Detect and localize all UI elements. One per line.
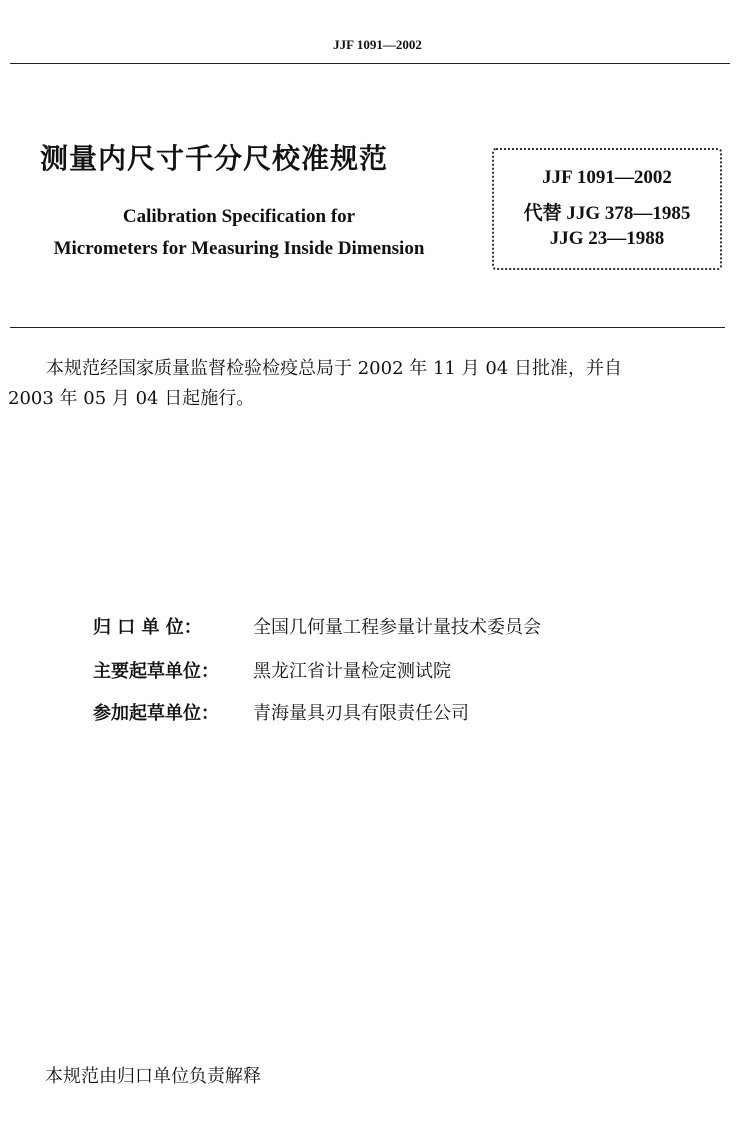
- unit-label: 归 口 单 位：: [93, 617, 202, 638]
- code-box-line-1: JJF 1091—2002: [542, 167, 672, 188]
- unit-label: 主要起草单位：: [93, 661, 219, 682]
- participating-drafting-unit-row: [93, 699, 469, 725]
- code-box-line-3: JJG 23—1988: [549, 228, 665, 249]
- unit-label: 参加起草单位：: [93, 703, 219, 724]
- header-standard-code: JJF 1091—2002: [333, 37, 422, 52]
- section-rule: [10, 327, 725, 328]
- standard-code-box: [492, 148, 722, 270]
- header-rule: [10, 63, 730, 64]
- code-box-line-2: 代替 JJG 378—1985: [523, 203, 691, 224]
- responsible-unit-row: [93, 613, 541, 639]
- unit-value: 黑龙江省计量检定测试院: [253, 661, 451, 682]
- title-english-line2: Micrometers for Measuring Inside Dimension: [53, 238, 425, 259]
- title-english-line1: Calibration Specification for: [122, 206, 356, 227]
- approval-line-1: 本规范经国家质量监督检验检疫总局于 2002 年 11 月 04 日批准，并自: [46, 358, 622, 379]
- main-drafting-unit-row: [93, 657, 451, 683]
- unit-value: 青海量具刃具有限责任公司: [253, 703, 469, 724]
- title-chinese: 测量内尺寸千分尺校准规范: [40, 142, 389, 175]
- interpretation-note: 本规范由归口单位负责解释: [45, 1066, 261, 1087]
- approval-line-2: 2003 年 05 月 04 日起施行。: [8, 388, 255, 409]
- unit-value: 全国几何量工程参量计量技术委员会: [253, 617, 541, 638]
- approval-statement: [8, 354, 728, 414]
